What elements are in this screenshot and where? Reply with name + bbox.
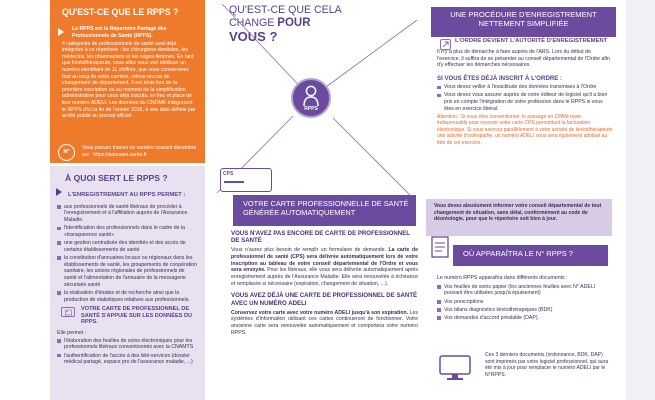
card-note-text: VOTRE CARTE DE PROFESSIONNEL DE SANTÉ S'APPUIE SUR LES DONNÉES DU RPPS. bbox=[81, 306, 193, 326]
card-icon bbox=[61, 307, 75, 317]
authority-subtitle: L'ORDRE DEVIENT L'AUTORITÉ D'ENREGISTREMENT bbox=[455, 38, 608, 44]
registered-list bbox=[437, 84, 613, 112]
center-title-line1: QU'EST-CE QUE CELA bbox=[229, 4, 342, 16]
section-heading: À QUOI SERT LE RPPS ? bbox=[65, 173, 168, 183]
person-icon bbox=[302, 84, 320, 108]
list-item: l'élaboration des feuilles de soins électroniques pour les professionnels libéraux conventionnés avec la CNAMTS bbox=[57, 338, 198, 351]
question-1: VOUS N'AVEZ PAS ENCORE DE CARTE DE PROFESSIONNEL DE SANTÉ bbox=[231, 230, 410, 245]
section-heading: QU'EST-CE QUE LE RPPS ? bbox=[62, 7, 179, 17]
center-column bbox=[205, 0, 423, 400]
intro-text: Le RPPS est le Répertoire Partagé des Professionnels de Santé (RPPS). bbox=[72, 25, 167, 39]
card-note bbox=[57, 306, 198, 326]
list-item: Vos demandes d'accord préalable (DAP). bbox=[437, 315, 613, 322]
inform-box bbox=[426, 199, 612, 236]
usage-list bbox=[57, 204, 198, 304]
list-item: la constitution d'annuaires locaux ou régionaux dans les établissements de santé, les groupements de coopération sanitaire, les unions régionales de professionnels de santé et l'alimentation de l'annuaire de la messagerie sécurisée santé bbox=[57, 255, 198, 288]
procedure-title: UNE PROCÉDURE D'ENREGISTREMENT NETTEMENT SIMPLIFIÉE bbox=[450, 10, 597, 29]
authority-text: Il n'y a plus de démarche à faire auprès de l'ARS. Lors du début de l'exercice, il suffira de se présenter au conseil départemental de l'Ordre afin d'y effectuer les démarches nécessaires. bbox=[437, 48, 610, 69]
answer-2-bold: Conservez votre carte avec votre numéro ADELI jusqu'à son expiration. bbox=[231, 309, 409, 316]
answer-1-rest: Pour les libéraux, elle vous sera délivrée automatiquement après enregistrement auprès de l'Assurance Maladie. Elle sera renouvelée à échéance et remplacée si nécessaire (expiration, changement de situation, ...). bbox=[231, 267, 418, 287]
cps-box bbox=[233, 195, 416, 226]
question-2: VOUS AVEZ DÉJÀ UNE CARTE DE PROFESSIONNEL DE SANTÉ AVEC UN NUMÉRO ADELI bbox=[231, 292, 418, 307]
orange-arrow-icon bbox=[58, 28, 64, 36]
usage-subtitle: L'ENREGISTREMENT AU RPPS PERMET : bbox=[68, 191, 186, 198]
list-item: l'identification des professionnels dans le cadre de la «transparence santé» bbox=[57, 225, 198, 238]
where-intro: Le numéro RPPS apparaîtra dans différents documents : bbox=[437, 275, 568, 281]
cps-body bbox=[231, 230, 418, 336]
card-usage-list bbox=[57, 338, 198, 366]
definition-text: 4 catégories de professionnels de santé sont déjà intégrées à ce répertoire : les chirurgiens-dentistes, les médecins, les pharmaciens et les sages-femmes. En tant que kinésithérapeute, vous allez vous voir attribuer un numéro identifiant de 11 chiffres, que vous conserverez tout au long de votre carrière, même en cas de changement de département. Il est émis lors de la première inscription ou au moment de la simplification administrative pour ceux déjà inscrits, en lieu et place de leur numéro ADELI. Les données du CNOMK intégreront le RPPS d'ici la fin de l'année 2016, à une date définie par arrêté publié au journal officiel. bbox=[62, 40, 196, 120]
number-badge-icon: N° bbox=[58, 144, 75, 161]
usage-section bbox=[50, 166, 205, 400]
arrow-icon bbox=[440, 39, 451, 50]
center-title-line3: VOUS ? bbox=[229, 28, 278, 44]
answer-1-text: Vous n'aurez plus besoin de remplir un formulaire de demande. bbox=[231, 247, 389, 254]
procedure-body bbox=[437, 38, 613, 146]
cps-card-icon bbox=[220, 168, 272, 192]
where-body bbox=[437, 275, 613, 323]
card-label: CPS bbox=[223, 171, 234, 177]
center-title-change: CHANGE bbox=[229, 16, 278, 29]
list-item: Vos prescriptions bbox=[437, 299, 613, 306]
computer-icon bbox=[438, 355, 472, 381]
right-column bbox=[423, 0, 655, 400]
registered-subtitle: SI VOUS ÊTES DÉJÀ INSCRIT À L'ORDRE : bbox=[437, 74, 563, 82]
website-note bbox=[50, 143, 205, 163]
page-edge bbox=[626, 0, 655, 400]
left-column bbox=[0, 0, 205, 400]
inform-text: Vous devez absolument informer votre conseil départemental de tout changement de situation, sans délai, conformément au code de déontologie, pour que le répertoire soit bien à jour. bbox=[434, 203, 602, 223]
authority-row bbox=[437, 38, 613, 45]
circle-label: RPPS bbox=[304, 106, 318, 112]
purple-arrow-icon bbox=[56, 188, 62, 196]
rpps-circle bbox=[291, 78, 331, 118]
list-item: Vous devez vous assurer auprès de votre éditeur de logiciel qu'il a bien pris en compte l'intégration de votre profession dans le RPPS si vous êtes en exercice libéral. bbox=[437, 92, 613, 112]
answer-2-text: Les systèmes d'information utilisant ces cartes continueront de fonctionner. Votre ancienne carte sera renouvelée automatiquement et comportera votre numéro RPPS. bbox=[231, 309, 418, 336]
card-stripe-icon bbox=[224, 181, 244, 183]
answer-1-bold: La carte de professionnel de santé (CPS) sera délivrée automatiquement lors de votre inscription au tableau de votre conseil départemental de l'Ordre et vous sera envoyée. bbox=[231, 247, 418, 274]
list-item: l'authentification de l'accès à des télé-services (dossier médical partagé, espace pro de l'assurance maladie, ...) bbox=[57, 353, 198, 366]
cps-box-title: VOTRE CARTE PROFESSIONNELLE DE SANTÉ GÉNÉRÉE AUTOMATIQUEMENT bbox=[243, 199, 409, 217]
list-item: une gestion centralisée des identités et des accès de certains établissements de santé bbox=[57, 240, 198, 253]
procedure-header bbox=[431, 7, 616, 37]
list-item: Vos feuilles de soins papier (les anciennes feuilles avec N° ADELI pouvant être utilisées jusqu'à épuisement) bbox=[437, 284, 613, 297]
rpps-definition-box bbox=[50, 0, 205, 163]
answer-2 bbox=[231, 310, 418, 337]
where-header bbox=[453, 245, 608, 266]
list-item: Vous devez veiller à l'exactitude des données transmises à l'Ordre bbox=[437, 84, 613, 91]
allows-label: Elle permet : bbox=[57, 329, 87, 336]
closing-text: Ces 3 derniers documents (ordonnance, BDK, DAP) sont imprimés par votre logiciel professionnel, qui aura été mis à jour pour remplacer le numéro ADELI par le N°RPPS. bbox=[485, 352, 609, 378]
where-title: OÙ APPARAÎTRA LE N° RPPS ? bbox=[463, 249, 573, 258]
answer-1 bbox=[231, 247, 418, 287]
list-item: Vos bilans diagnostics kinésithérapiques (BDK) bbox=[437, 307, 613, 314]
attention-text: Attention : Si vous êtes conventionné, le passage en CPAM reste indispensable pour recevoir votre carte CPS permettant la facturation électronique. Si vous exercez parallèlement à votre activité de kinésithérapeute une activité d'ostéopathe, un numéro ADELI vous sera également attribué au titre de cet exercice. bbox=[437, 113, 613, 146]
document-icon bbox=[431, 236, 449, 258]
center-title-pour: POUR bbox=[277, 16, 311, 29]
website-note-text: Vous pouvez trouver ce numéro courant décembre sur : https://annuaire.sante.fr bbox=[82, 145, 197, 158]
list-item: aux professionnels de santé libéraux de procéder à l'enregistrement et à l'affiliation auprès de l'Assurance Maladie. bbox=[57, 204, 198, 224]
list-item: la réalisation d'études et de recherche ainsi que la production de statistiques relatives aux professionnels. bbox=[57, 290, 198, 303]
where-list bbox=[437, 284, 613, 322]
